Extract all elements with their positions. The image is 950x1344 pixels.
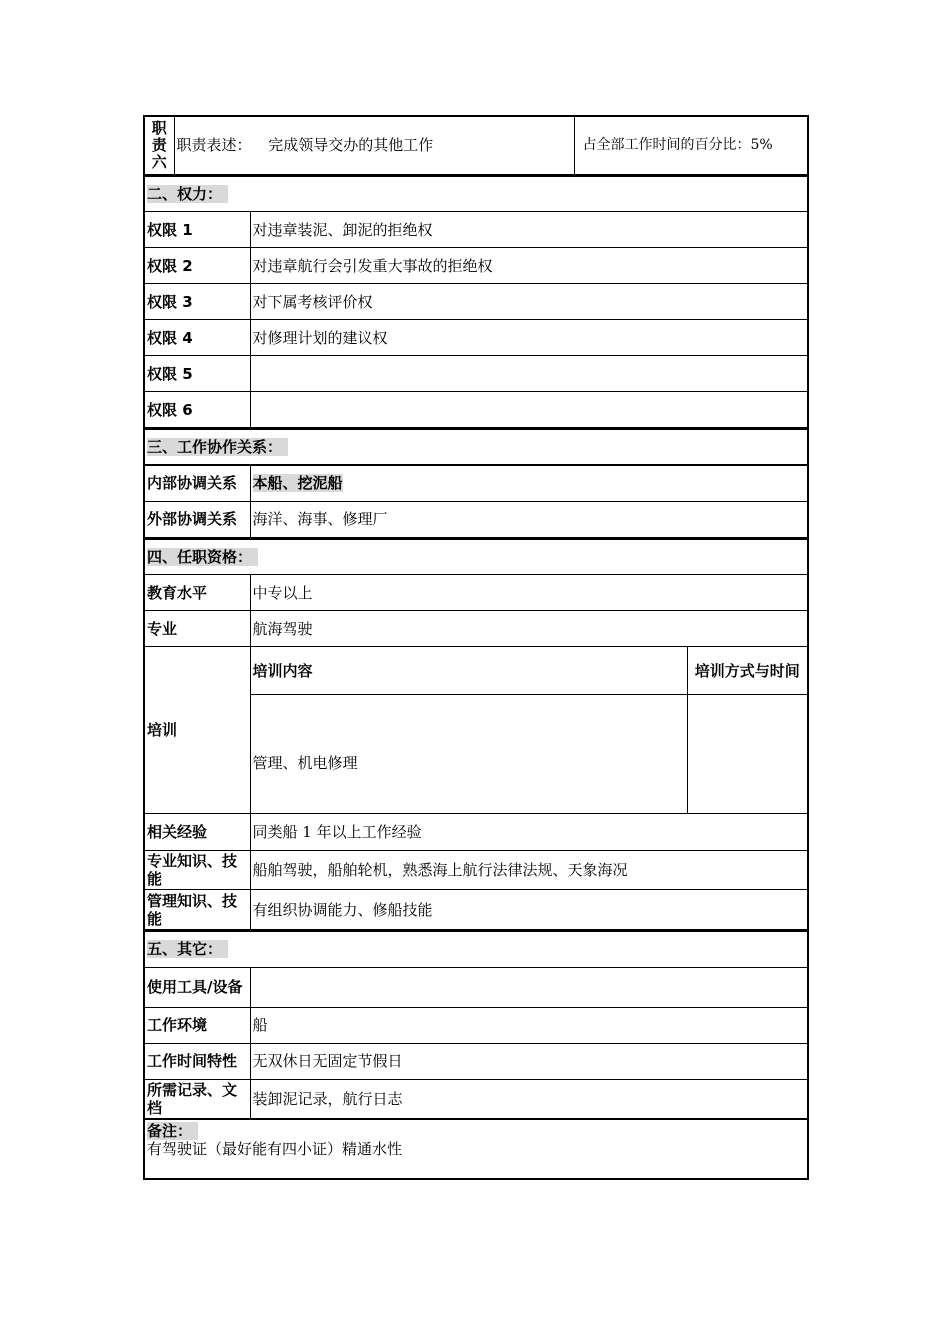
authority-label: 权限 3 [144,284,250,320]
major-value: 航海驾驶 [250,611,808,647]
authority-row [144,248,808,284]
duty-description-label: 职责表述： [176,136,252,155]
duty-six-table [143,115,809,175]
professional-skill-value: 船舶驾驶，船舶轮机，熟悉海上航行法律法规、天象海况 [250,851,808,890]
authority-row [144,284,808,320]
authority-value: 对违章航行会引发重大事故的拒绝权 [250,248,808,284]
experience-label: 相关经验 [144,814,250,851]
internal-relation-value: 本船、挖泥船 [250,465,808,501]
major-label: 专业 [144,611,250,647]
external-relation-value: 海洋、海事、修理厂 [250,501,808,537]
authority-value [250,356,808,392]
education-value: 中专以上 [250,575,808,611]
authority-label: 权限 4 [144,320,250,356]
authority-row [144,320,808,356]
authority-row [144,356,808,392]
records-value: 装卸泥记录，航行日志 [250,1079,808,1119]
training-label: 培训 [144,647,250,814]
training-method-header: 培训方式与时间 [687,647,808,695]
experience-value: 同类船 1 年以上工作经验 [250,814,808,851]
duty-six-label: 职 责 六 [144,116,174,174]
qualification-heading: 四、任职资格： [144,539,808,575]
duty-time-percent-value: 5% [750,137,773,154]
authority-table [143,175,809,429]
authority-row [144,392,808,428]
work-time-value: 无双休日无固定节假日 [250,1043,808,1079]
environment-label: 工作环境 [144,1007,250,1043]
authority-heading: 二、权力： [144,176,808,212]
records-label: 所需记录、文档 [144,1079,250,1119]
remarks-text: 有驾驶证（最好能有四小证）精通水性 [147,1140,403,1158]
remarks-section [144,1119,808,1179]
training-content-header: 培训内容 [250,647,687,695]
duty-time-percent [574,116,808,174]
authority-value: 对下属考核评价权 [250,284,808,320]
environment-value: 船 [250,1007,808,1043]
duty-description [174,116,574,174]
job-description-sheet [143,115,807,1180]
professional-skill-label: 专业知识、技能 [144,851,250,890]
education-label: 教育水平 [144,575,250,611]
authority-label: 权限 6 [144,392,250,428]
other-table [143,930,809,1180]
authority-row [144,212,808,248]
work-time-label: 工作时间特性 [144,1043,250,1079]
duty-description-text: 完成领导交办的其他工作 [268,136,434,155]
remarks-label: 备注： [147,1122,805,1140]
duty-time-percent-label: 占全部工作时间的百分比： [582,137,751,154]
training-method [687,695,808,814]
tools-value [250,967,808,1007]
other-heading: 五、其它： [144,931,808,967]
cooperation-table [143,428,809,538]
authority-label: 权限 2 [144,248,250,284]
management-skill-label: 管理知识、技能 [144,890,250,930]
authority-label: 权限 1 [144,212,250,248]
tools-label: 使用工具/设备 [144,967,250,1007]
authority-value: 对违章装泥、卸泥的拒绝权 [250,212,808,248]
cooperation-heading: 三、工作协作关系： [144,429,808,465]
training-content: 管理、机电修理 [250,695,687,814]
authority-value: 对修理计划的建议权 [250,320,808,356]
qualification-table [143,538,809,931]
external-relation-label: 外部协调关系 [144,501,250,537]
management-skill-value: 有组织协调能力、修船技能 [250,890,808,930]
authority-label: 权限 5 [144,356,250,392]
internal-relation-label: 内部协调关系 [144,465,250,501]
authority-value [250,392,808,428]
